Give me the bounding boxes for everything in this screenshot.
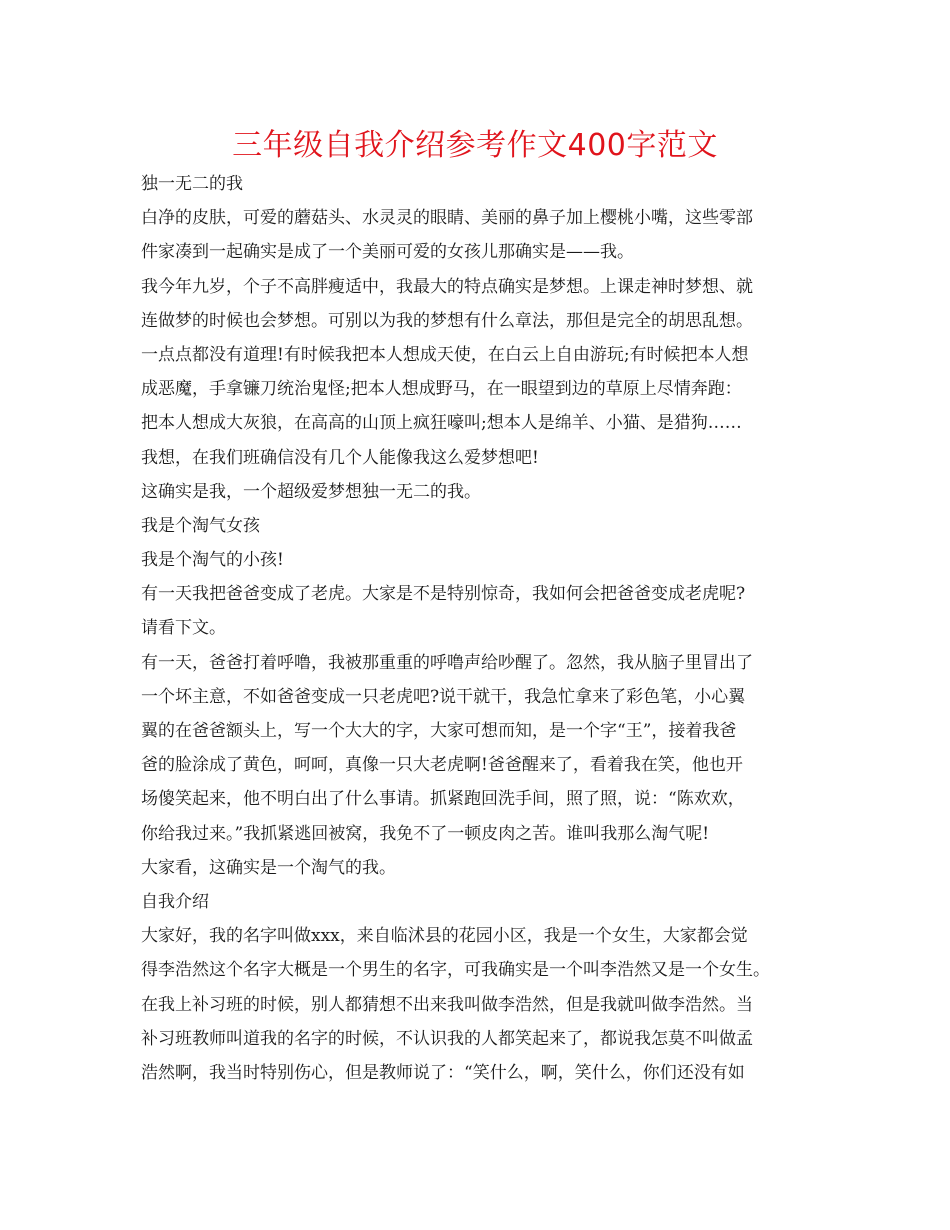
paragraph-line: 我想，在我们班确信没有几个人能像我这么爱梦想吧!	[141, 447, 539, 468]
paragraph-line: 把本人想成大灰狼，在高高的山顶上疯狂嚎叫;想本人是绵羊、小猫、是猎狗……	[141, 413, 742, 434]
paragraph-line: 爸的脸涂成了黄色，呵呵，真像一只大老虎啊!爸爸醒来了，看着我在笑，他也开	[141, 755, 743, 776]
paragraph-line: 请看下文。	[141, 618, 226, 639]
paragraph-line: 浩然啊，我当时特别伤心，但是教师说了：“笑什么，啊，笑什么，你们还没有如	[141, 1062, 745, 1083]
paragraph-line: 连做梦的时候也会梦想。可别以为我的梦想有什么章法，那但是完全的胡思乱想。	[141, 310, 753, 331]
section-heading: 自我介绍	[141, 891, 209, 912]
paragraph-line: 在我上补习班的时候，别人都猜想不出来我叫做李浩然，但是我就叫做李浩然。当	[141, 994, 753, 1015]
paragraph-line: 大家好，我的名字叫做xxx，来自临沭县的花园小区，我是一个女生，大家都会觉	[141, 926, 748, 947]
document-body	[141, 167, 831, 1090]
document-title: 三年级自我介绍参考作文400字范文	[232, 128, 718, 163]
paragraph-line: 有一天我把爸爸变成了老虎。大家是不是特别惊奇，我如何会把爸爸变成老虎呢?	[141, 584, 746, 605]
section-heading: 独一无二的我	[141, 174, 243, 194]
paragraph-line: 有一天，爸爸打着呼噜，我被那重重的呼噜声给吵醒了。忽然，我从脑子里冒出了	[141, 652, 753, 673]
paragraph-line: 你给我过来。”我抓紧逃回被窝，我免不了一顿皮肉之苦。谁叫我那么淘气呢!	[141, 823, 710, 844]
paragraph-line: 我今年九岁，个子不高胖瘦适中，我最大的特点确实是梦想。上课走神时梦想、就	[141, 276, 753, 297]
paragraph-line: 补习班教师叫道我的名字的时候，不认识我的人都笑起来了，都说我怎莫不叫做孟	[141, 1028, 753, 1049]
paragraph-line: 一个坏主意，不如爸爸变成一只老虎吧?说干就干，我急忙拿来了彩色笔，小心翼	[141, 686, 746, 707]
paragraph-line: 白净的皮肤，可爱的蘑菇头、水灵灵的眼睛、美丽的鼻子加上樱桃小嘴，这些零部	[141, 208, 753, 229]
paragraph-line: 翼的在爸爸额头上，写一个大大的字，大家可想而知，是一个字“王”，接着我爸	[141, 721, 737, 741]
paragraph-line: 得李浩然这个名字大概是一个男生的名字，可我确实是一个叫李浩然又是一个女生。	[141, 960, 770, 981]
paragraph-line: 件家凑到一起确实是成了一个美丽可爱的女孩儿那确实是——我。	[141, 242, 634, 263]
paragraph-line: 这确实是我，一个超级爱梦想独一无二的我。	[141, 481, 481, 502]
section-heading: 我是个淘气女孩	[141, 515, 260, 536]
paragraph-line: 我是个淘气的小孩!	[141, 550, 284, 571]
paragraph-line: 大家看，这确实是一个淘气的我。	[141, 857, 396, 878]
paragraph-line: 成恶魔，手拿镰刀统治鬼怪;把本人想成野马，在一眼望到边的草原上尽情奔跑：	[141, 379, 742, 400]
paragraph-line: 一点点都没有道理!有时候我把本人想成天使，在白云上自由游玩;有时候把本人想	[141, 344, 749, 365]
paragraph-line: 场傻笑起来，他不明白出了什么事请。抓紧跑回洗手间，照了照，说：“陈欢欢，	[141, 789, 745, 810]
